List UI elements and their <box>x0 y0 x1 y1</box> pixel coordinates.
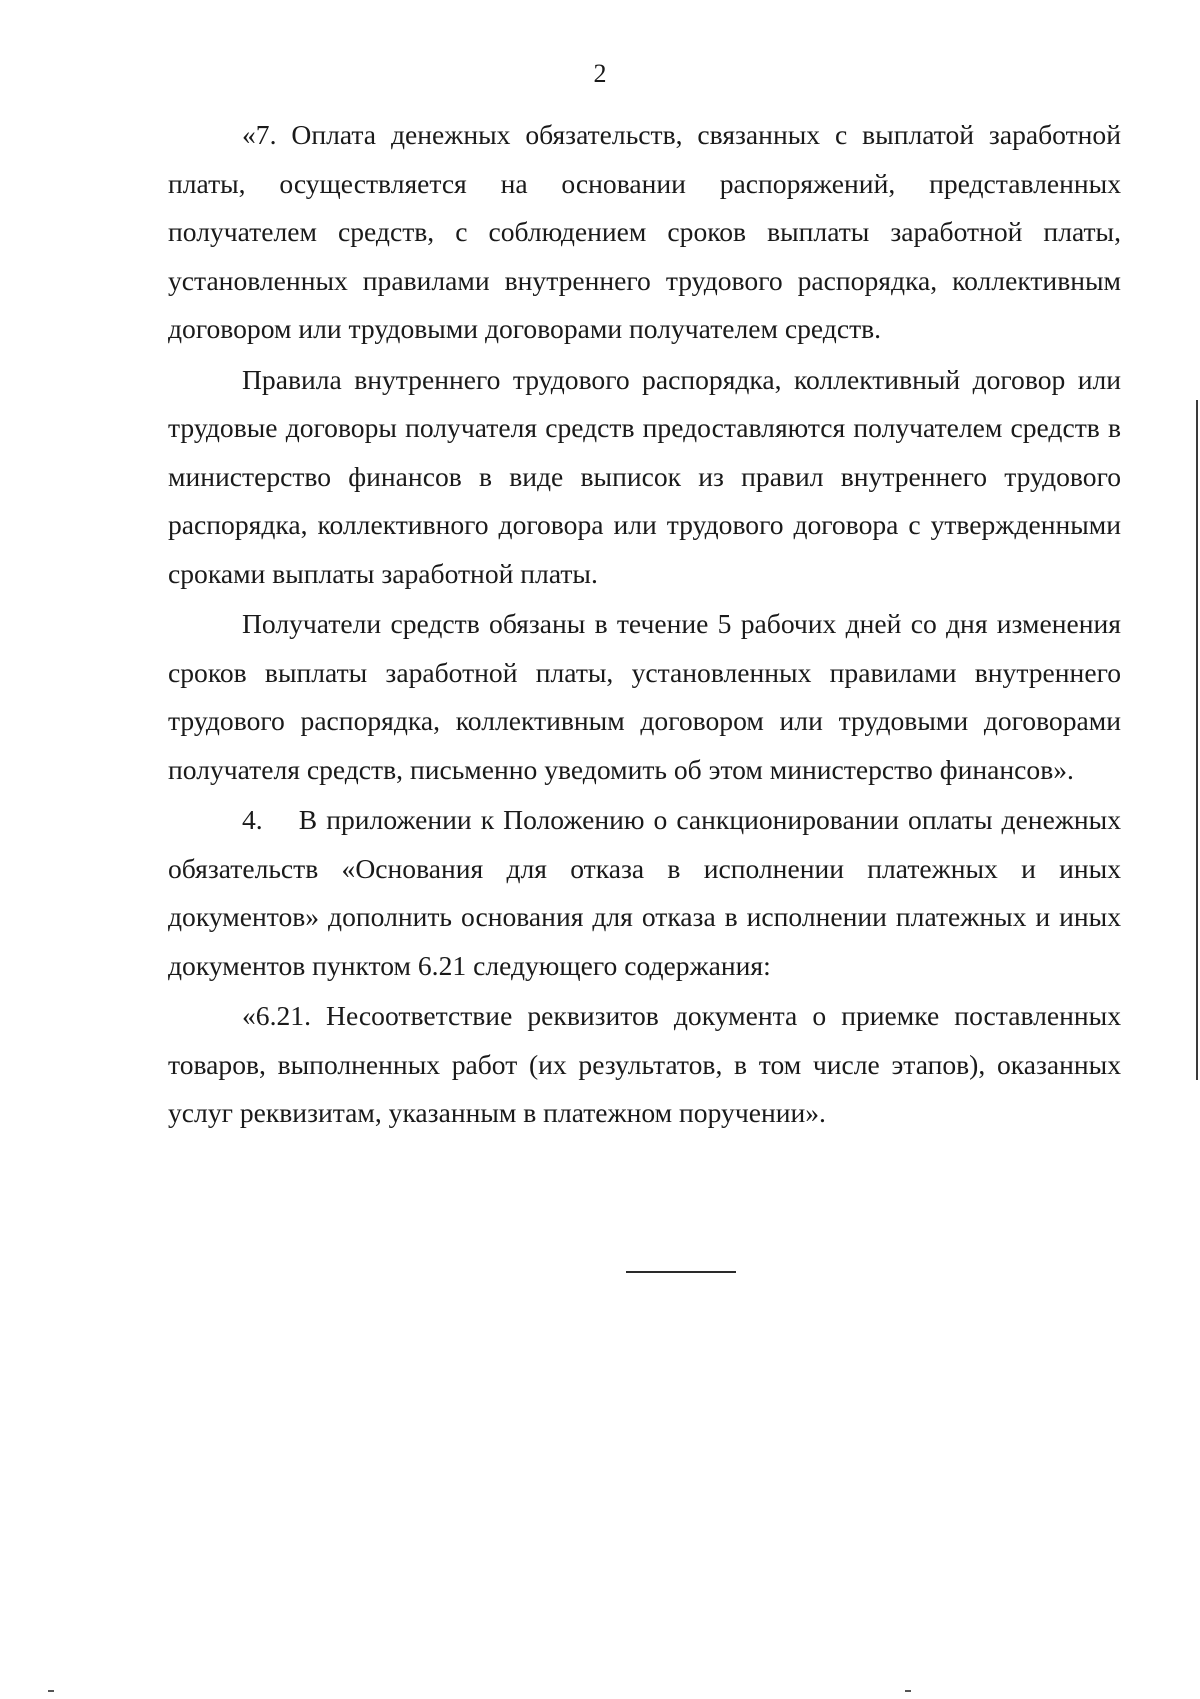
scan-mark-right <box>905 1690 911 1692</box>
paragraph-item-6-21: «6.21. Несоответствие реквизитов документа о приемке поставленных товаров, выполненных работ (их результатов, в том числе этапов), оказанных услуг реквизитам, указанным в платежном поручении». <box>168 1000 1121 1128</box>
scan-mark-left <box>48 1690 54 1692</box>
paragraph-payment-order: «7. Оплата денежных обязательств, связанных с выплатой заработной платы, осуществляется на основании распоряжений, представленных получателем средств, с соблюдением сроков выплаты заработной платы, установленных правилами внутреннего трудового распорядка, коллективным договором или трудовыми договорами получателем средств. <box>168 119 1121 344</box>
scan-edge-line <box>1196 400 1198 1080</box>
page-number: 2 <box>593 59 607 88</box>
paragraph-item-4: 4. В приложении к Положению о санкционировании оплаты денежных обязательств «Основания для отказа в исполнении платежных и иных документов» дополнить основания для отказа в исполнении платежных и иных документов пунктом 6.21 следующего содержания: <box>168 804 1121 981</box>
paragraph-labor-rules: Правила внутреннего трудового распорядка, коллективный договор или трудовые договоры получателя средств предоставляются получателем средств в министерство финансов в виде выписок из правил внутреннего трудового распорядка, коллективного договора или трудового договора с утвержденными сроками выплаты заработной платы. <box>168 363 1121 589</box>
paragraph-notification: Получатели средств обязаны в течение 5 рабочих дней со дня изменения сроков выплаты заработной платы, установленных правилами внутреннего трудового распорядка, коллективным договором или трудовыми договорами получателя средств, письменно уведомить об этом министерство финансов». <box>168 608 1121 785</box>
closing-rule <box>626 1271 736 1273</box>
document-body <box>168 111 1121 1140</box>
